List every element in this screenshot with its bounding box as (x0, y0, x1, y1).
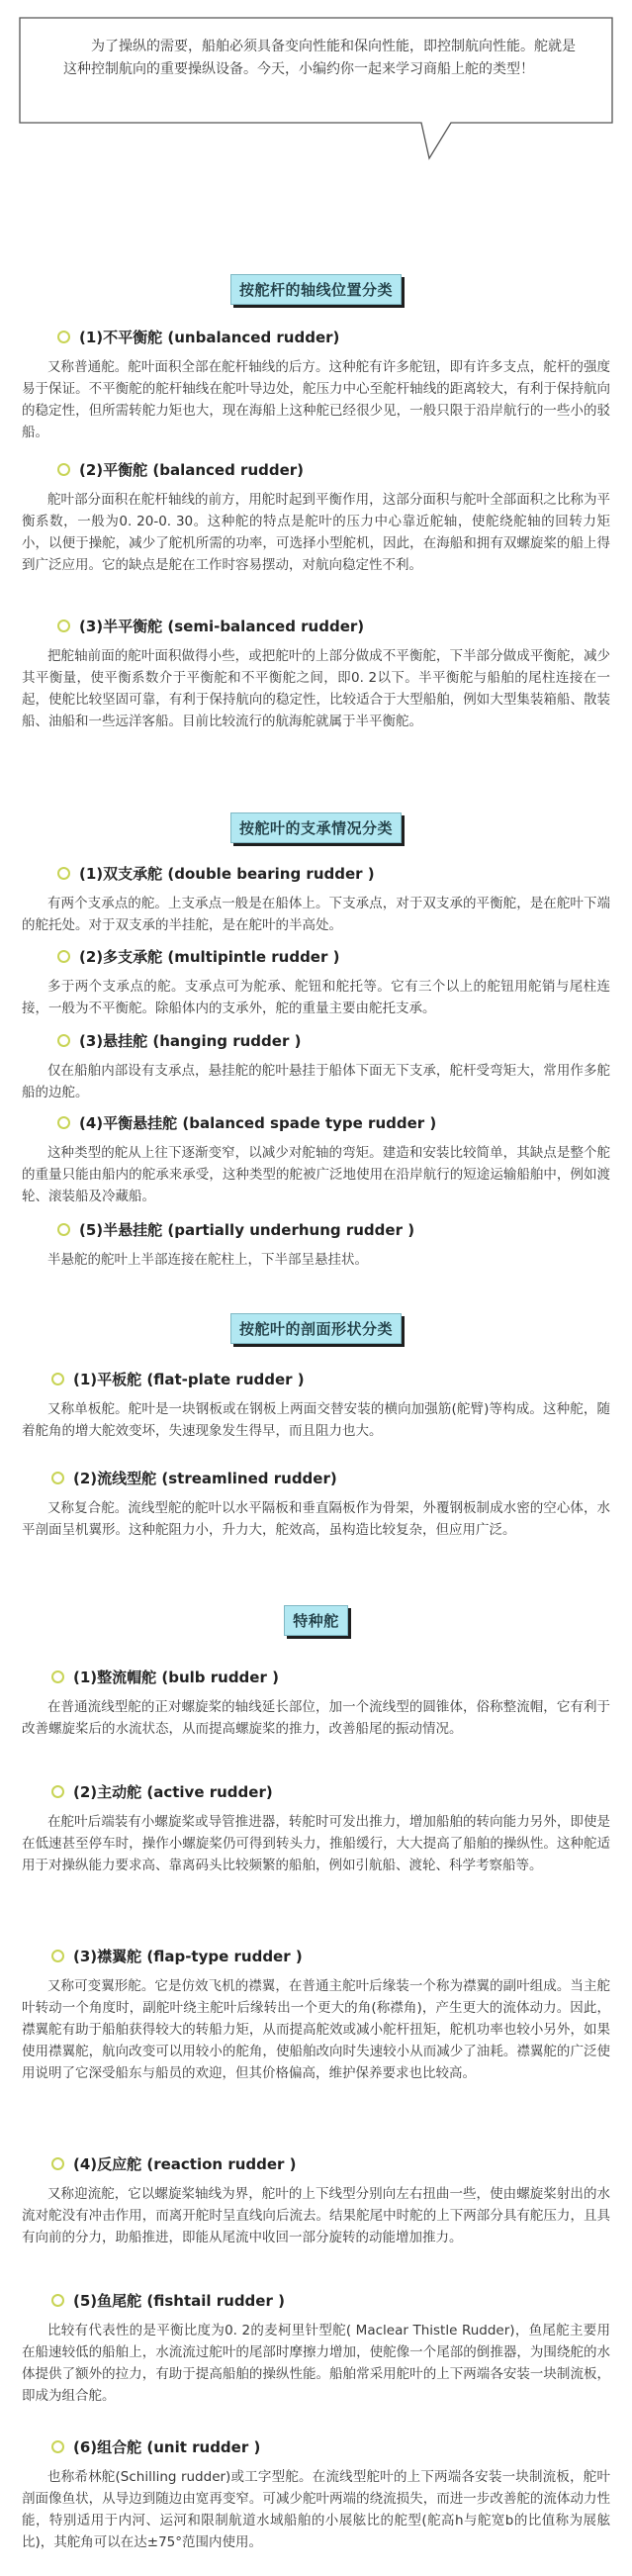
item-title: (1)平板舵 (flat-plate rudder ) (73, 1371, 305, 1388)
list-item (0, 2290, 632, 2407)
item-body: 比较有代表性的是平衡比度为0. 2的麦柯里针型舵( Maclear Thistle Rudder)，鱼尾舵主要用在船速较低的船舶上，水流流过舵叶的尾部时摩擦力增加，使舵像一个尾部的倒推器，为围绕舵的水体提供了额外的拉力，有助于提高船舶的操纵性能。船舶常采用舵叶的上下两端各安装一块制流板，即成为组合舵。 (22, 2323, 610, 2404)
list-item (0, 946, 632, 1019)
bullet-ring-icon (51, 2157, 64, 2170)
item-title: (3)悬挂舵 (hanging rudder ) (79, 1032, 302, 1050)
item-title: (2)主动舵 (active rudder) (73, 1783, 273, 1801)
bullet-ring-icon (51, 1785, 64, 1798)
bullet-ring-icon (57, 331, 70, 343)
list-item (0, 616, 632, 732)
list-item (0, 1946, 632, 2084)
bullet-ring-icon (57, 463, 70, 476)
bullet-ring-icon (51, 1670, 64, 1683)
item-title: (2)流线型舵 (streamlined rudder) (73, 1470, 337, 1487)
bullet-ring-icon (57, 1116, 70, 1129)
item-title: (4)反应舵 (reaction rudder ) (73, 2155, 297, 2173)
list-item (0, 1219, 632, 1271)
item-title: (3)半平衡舵 (semi-balanced rudder) (79, 618, 365, 635)
list-item (0, 327, 632, 443)
item-body: 又称单板舵。舵叶是一块钢板或在钢板上两面交替安装的横向加强筋(舵臂)等构成。这种舵，随着舵角的增大舵效变坏，失速现象发生得早，而且阻力也大。 (22, 1401, 610, 1439)
item-body: 把舵轴前面的舵叶面积做得小些，或把舵叶的上部分做成不平衡舵，下半部分做成平衡舵，减少其平衡量，使平衡系数介于平衡舵和不平衡舵之间，即0. 2以下。半平衡舵与船舶的尾柱连接在一起，使舵比较坚固可靠，有利于保持航向的稳定性，比较适合于大型船舶，例如大型集装箱船、散装船、油船和一些远洋客船。目前比较流行的航海舵就属于半平衡舵。 (22, 648, 610, 729)
item-body: 这种类型的舵从上往下逐渐变窄，以减少对舵轴的弯矩。建造和安装比较简单，其缺点是整个舵的重量只能由船内的舵承来承受，这种类型的舵被广泛地使用在沿岸航行的短途运输船舶中，例如渡轮、滚装船及冷藏船。 (22, 1145, 610, 1204)
item-title: (3)襟翼舵 (flap-type rudder ) (73, 1948, 303, 1965)
item-body: 又称可变翼形舵。它是仿效飞机的襟翼，在普通主舵叶后缘装一个称为襟翼的副叶组成。当主舵叶转动一个角度时，副舵叶绕主舵叶后缘转出一个更大的角(称襟角)，产生更大的流体动力。因此，襟翼舵有助于船舶获得较大的转船力矩，从而提高舵效或减小舵杆扭矩，舵机功率也较小另外，如果使用襟翼舵，航向改变可以用较小的舵角，使船舶改向时失速较小从而减少了油耗。襟翼舵的广泛使用说明了它深受船东与船员的欢迎，但其价格偏高，维护保养要求也比较高。 (22, 1978, 610, 2081)
section-title: 按舵杆的轴线位置分类 (230, 274, 402, 305)
list-item (0, 863, 632, 936)
section-heading-support (0, 812, 632, 843)
list-item (0, 1667, 632, 1740)
bullet-ring-icon (57, 1223, 70, 1236)
item-title: (4)平衡悬挂舵 (balanced spade type rudder ) (79, 1114, 437, 1132)
section-heading-axis (0, 274, 632, 305)
section-title: 特种舵 (284, 1605, 348, 1636)
item-body: 在普通流线型舵的正对螺旋桨的轴线延长部位，加一个流线型的圆锥体，俗称整流帽，它有利于改善螺旋桨后的水流状态，从而提高螺旋桨的推力，改善船尾的振动情况。 (22, 1699, 610, 1737)
item-body: 也称希林舵(Schilling rudder)或工字型舵。在流线型舵叶的上下两端各安装一块制流板，舵叶剖面像鱼状，从导边到随边由宽再变窄。可减少舵叶两端的绕流损失，而进一步改善舵的流体动力性能，特别适用于内河、运河和限制航道水域船舶的小展舷比的舵型(舵高h与舵宽b的比值称为展舷比)，其舵角可以在达±75°范围内使用。 (22, 2469, 610, 2550)
bullet-ring-icon (57, 867, 70, 880)
item-title: (1)整流帽舵 (bulb rudder ) (73, 1669, 279, 1686)
list-item (0, 2153, 632, 2248)
intro-bubble (16, 14, 616, 162)
section-title: 按舵叶的剖面形状分类 (230, 1313, 402, 1344)
item-title: (1)不平衡舵 (unbalanced rudder) (79, 329, 340, 346)
item-body: 多于两个支承点的舵。支承点可为舵承、舵钮和舵托等。它有三个以上的舵钮用舵销与尾柱连接，一般为不平衡舵。除船体内的支承外，舵的重量主要由舵托支承。 (22, 979, 610, 1016)
list-item (0, 459, 632, 576)
item-body: 仅在船舶内部设有支承点，悬挂舵的舵叶悬挂于船体下面无下支承，舵杆受弯矩大，常用作多舵船的边舵。 (22, 1063, 610, 1100)
list-item (0, 1112, 632, 1207)
item-title: (6)组合舵 (unit rudder ) (73, 2438, 261, 2456)
bullet-ring-icon (57, 950, 70, 963)
item-body: 又称复合舵。流线型舵的舵叶以水平隔板和垂直隔板作为骨架，外覆钢板制成水密的空心体，水平剖面呈机翼形。这种舵阻力小，升力大，舵效高，虽构造比较复杂，但应用广泛。 (22, 1500, 610, 1538)
item-body: 又称普通舵。舵叶面积全部在舵杆轴线的后方。这种舵有许多舵钮，即有许多支点，舵杆的强度易于保证。不平衡舵的舵杆轴线在舵叶导边处，舵压力中心至舵杆轴线的距离较大，有利于保持航向的稳定性，但所需转舵力矩也大，现在海船上这种舵已经很少见，一般只限于沿岸航行的一些小的驳船。 (22, 359, 610, 440)
bullet-ring-icon (57, 620, 70, 632)
list-item (0, 1030, 632, 1103)
bullet-ring-icon (51, 1950, 64, 1962)
item-body: 又称迎流舵，它以螺旋桨轴线为界，舵叶的上下线型分别向左右扭曲一些，使由螺旋桨射出的水流对舵没有冲击作用，而离开舵时呈直线向后流去。结果舵尾中时舵的上下两部分具有舵压力，且具有向前的分力，助船推进，即能从尾流中收回一部分旋转的动能增加推力。 (22, 2186, 610, 2245)
section-heading-special (0, 1605, 632, 1636)
item-body: 在舵叶后端装有小螺旋桨或导管推进器，转舵时可发出推力，增加船舶的转向能力另外，即使是在低速甚至停车时，操作小螺旋桨仍可得到转头力，推船缓行，大大提高了船舶的操纵性。这种舵适用于对操纵能力要求高、靠离码头比较频繁的船舶，例如引航船、渡轮、科学考察船等。 (22, 1814, 610, 1873)
section-heading-profile (0, 1313, 632, 1344)
item-body: 有两个支承点的舵。上支承点一般是在船体上。下支承点，对于双支承的平衡舵，是在舵叶下端的舵托处。对于双支承的半挂舵，是在舵叶的半高处。 (22, 896, 610, 933)
item-title: (5)鱼尾舵 (fishtail rudder ) (73, 2292, 285, 2310)
bullet-ring-icon (51, 2294, 64, 2307)
list-item (0, 1369, 632, 1442)
item-title: (2)平衡舵 (balanced rudder) (79, 461, 305, 479)
list-item (0, 1468, 632, 1541)
item-title: (5)半悬挂舵 (partially underhung rudder ) (79, 1221, 415, 1239)
item-body: 舵叶部分面积在舵杆轴线的前方，用舵时起到平衡作用，这部分面积与舵叶全部面积之比称为平衡系数，一般为0. 20-0. 30。这种舵的特点是舵叶的压力中心靠近舵轴，使舵绕舵轴的回转力矩小，以便于操舵，减少了舵机所需的功率，可选择小型舵机，因此，在海船和拥有双螺旋桨的船上得到广泛应用。它的缺点是舵在工作时容易摆动，对航向稳定性不利。 (22, 492, 610, 573)
bullet-ring-icon (51, 1472, 64, 1484)
item-body: 半悬舵的舵叶上半部连接在舵柱上，下半部呈悬挂状。 (47, 1252, 368, 1268)
bullet-ring-icon (57, 1034, 70, 1047)
bullet-ring-icon (51, 1373, 64, 1385)
list-item (0, 1781, 632, 1876)
list-item (0, 2436, 632, 2553)
bullet-ring-icon (51, 2440, 64, 2453)
intro-text: 为了操纵的需要，船舶必须具备变向性能和保向性能，即控制航向性能。舵就是这种控制航向的重要操纵设备。今天，小编约你一起来学习商船上舵的类型！ (63, 39, 576, 77)
section-title: 按舵叶的支承情况分类 (230, 812, 402, 843)
item-title: (2)多支承舵 (multipintle rudder ) (79, 948, 340, 966)
item-title: (1)双支承舵 (double bearing rudder ) (79, 865, 375, 883)
